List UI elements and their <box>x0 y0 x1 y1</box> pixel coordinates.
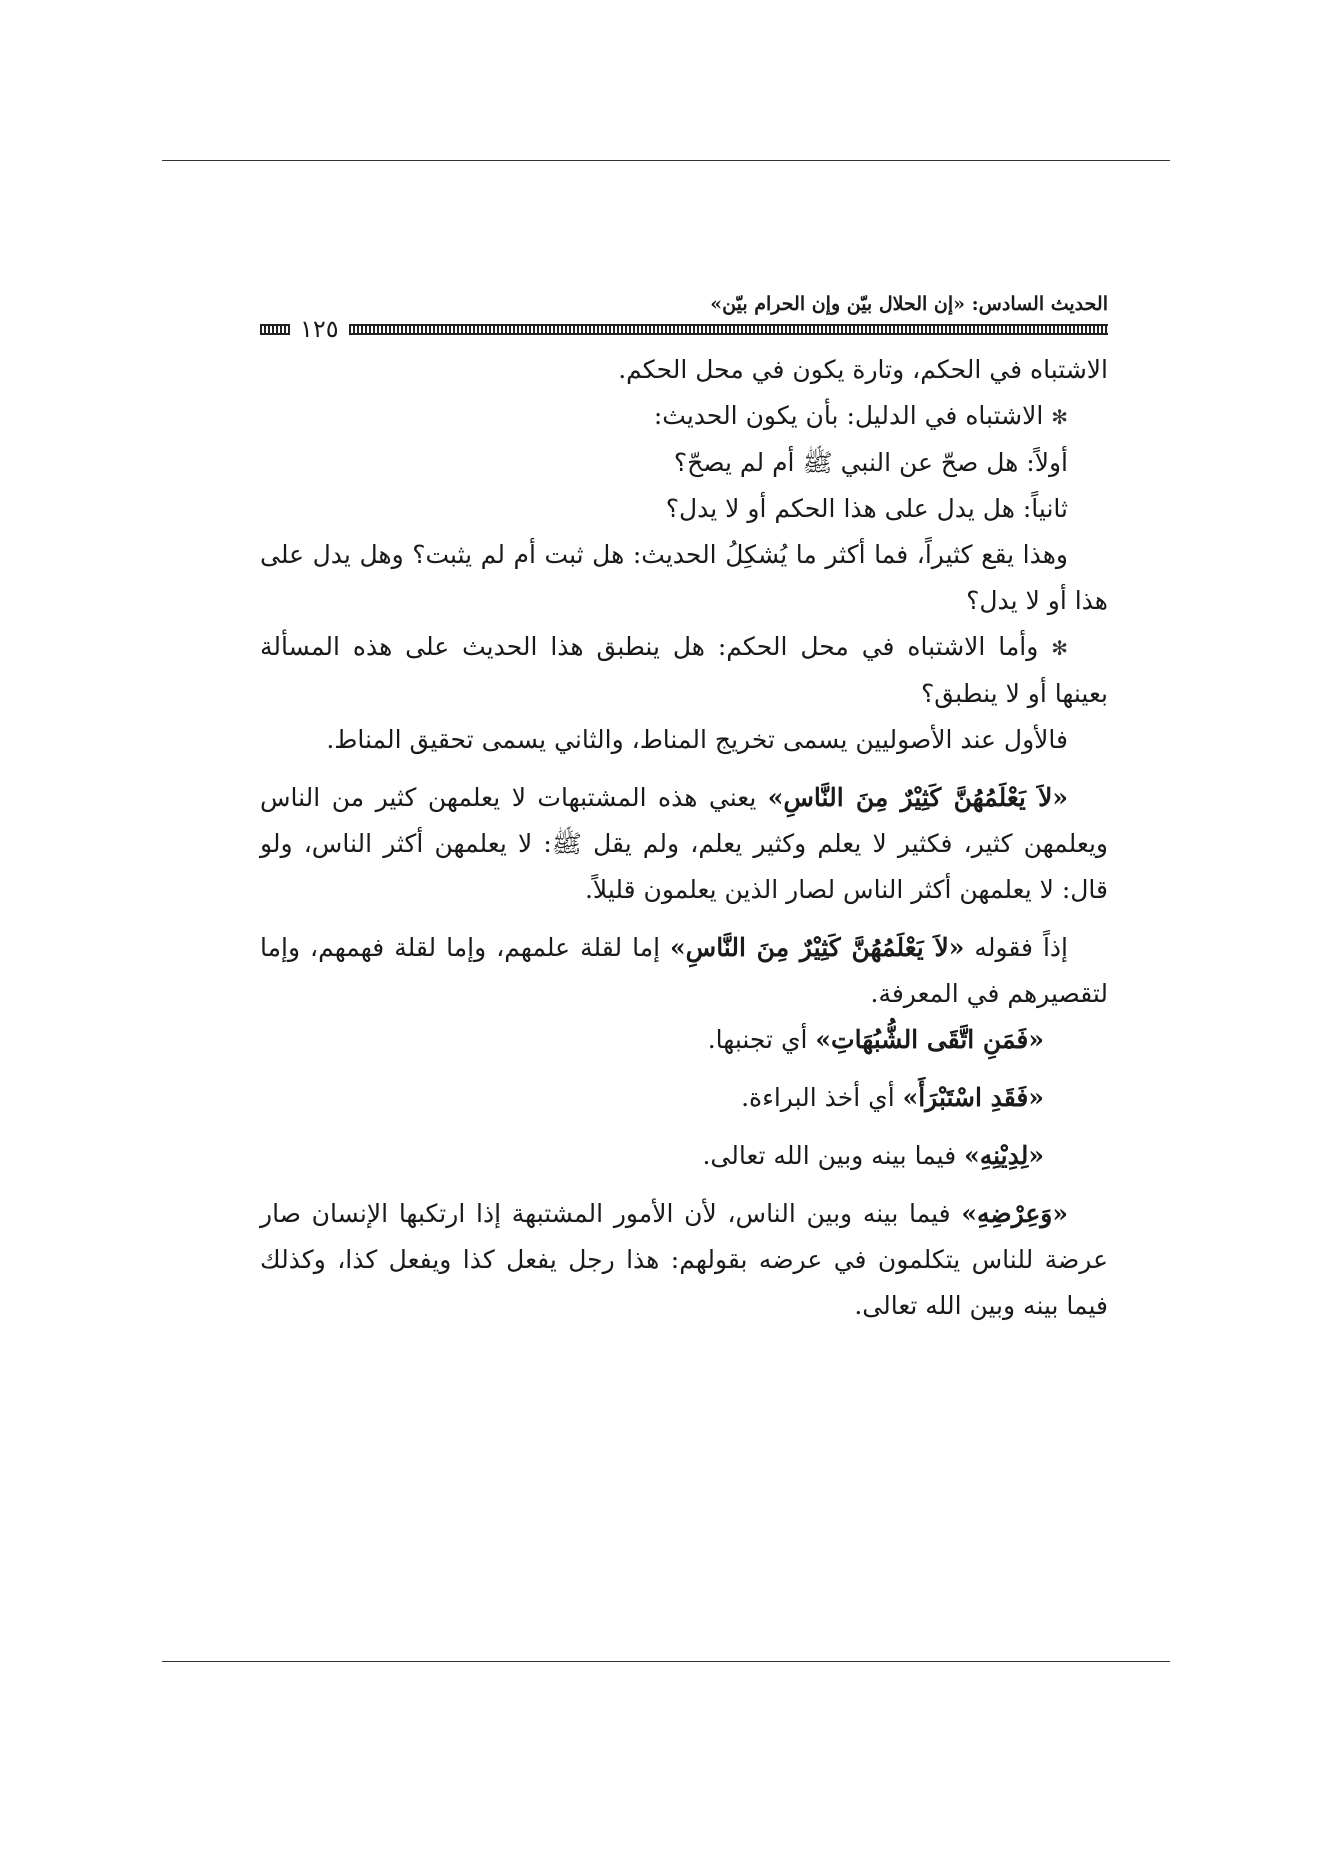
paragraph-text: أي تجنبها. <box>707 1025 816 1054</box>
paragraph-text: الاشتباه في الدليل: بأن يكون الحديث: <box>653 401 1044 430</box>
paragraph-lead: إذاً فقوله <box>964 933 1068 962</box>
paragraph-text: ثانياً: هل يدل على هذا الحكم أو لا يدل؟ <box>665 494 1068 523</box>
header-ornament-band <box>260 315 1108 343</box>
paragraph-text: فيما بينه وبين الله تعالى. <box>702 1141 965 1170</box>
paragraph-3 <box>260 440 1108 486</box>
hadith-quote: «فَمَنِ اتَّقَى الشُّبُهَاتِ» <box>815 1025 1044 1054</box>
paragraph-text: يعني هذه المشتبهات لا يعلمهن كثير من الناس ويعلمهن كثير، فكثير لا يعلم وكثير يعلم، ولم يقل ﷺ: لا يعلمهن أكثر الناس، ولو قال: لا يعلمهن أكثر الناس لصار الذين يعلمون قليلاً. <box>260 783 1108 904</box>
hadith-quote: «لِدِيْنِهِ» <box>964 1141 1044 1170</box>
running-header <box>260 285 1108 343</box>
asterisk-marker-icon: ✻ <box>1051 636 1068 660</box>
paragraph-4 <box>260 486 1108 532</box>
header-ornament-tail <box>260 324 290 335</box>
hadith-quote: «لاَ يَعْلَمُهُنَّ كَثِيْرٌ مِنَ النَّاسِ» <box>670 933 965 962</box>
asterisk-marker-icon: ✻ <box>1051 405 1068 429</box>
paragraph-text: وأما الاشتباه في محل الحكم: هل ينطبق هذا الحديث على هذه المسألة بعينها أو لا ينطبق؟ <box>260 632 1108 708</box>
page-body <box>260 285 1108 1329</box>
paragraph-7 <box>260 717 1108 763</box>
paragraph-12 <box>260 1133 1108 1179</box>
paragraph-text: الاشتباه في الحكم، وتارة يكون في محل الحكم. <box>618 355 1108 384</box>
paragraph-text: فيما بينه وبين الناس، لأن الأمور المشتبهة إذا ارتكبها الإنسان صار عرضة للناس يتكلمون في عرضه بقولهم: هذا رجل يفعل كذا ويفعل كذا، وكذلك فيما بينه وبين الله تعالى. <box>260 1199 1108 1320</box>
hadith-quote: «وَعِرْضِهِ» <box>961 1199 1068 1228</box>
hadith-quote: «لاَ يَعْلَمُهُنَّ كَثِيْرٌ مِنَ النَّاسِ» <box>767 783 1069 812</box>
paragraph-2 <box>260 393 1108 440</box>
paragraph-text: أي أخذ البراءة. <box>741 1083 903 1112</box>
page-number: ١٢٥ <box>300 315 339 343</box>
paragraph-text: فالأول عند الأصوليين يسمى تخريج المناط، والثاني يسمى تحقيق المناط. <box>326 725 1068 754</box>
paragraph-5 <box>260 532 1108 624</box>
paragraph-8 <box>260 775 1108 913</box>
bottom-page-rule <box>162 1661 1170 1662</box>
hadith-quote: «فَقَدِ اسْتَبْرَأَ» <box>902 1083 1044 1112</box>
main-text <box>260 347 1108 1329</box>
header-ornament-strip <box>349 324 1108 335</box>
paragraph-text: إما لقلة علمهم، وإما لقلة فهمهم، وإما لتقصيرهم في المعرفة. <box>260 933 1108 1008</box>
paragraph-6 <box>260 624 1108 717</box>
paragraph-text: وهذا يقع كثيراً، فما أكثر ما يُشكِلُ الحديث: هل ثبت أم لم يثبت؟ وهل يدل على هذا أو لا يدل؟ <box>260 540 1108 615</box>
paragraph-11 <box>260 1075 1108 1121</box>
paragraph-text: أولاً: هل صحّ عن النبي ﷺ أم لم يصحّ؟ <box>673 448 1068 477</box>
paragraph-13 <box>260 1191 1108 1329</box>
running-header-title: الحديث السادس: «إن الحلال بيّن وإن الحرام بيّن» <box>710 293 1108 315</box>
paragraph-9 <box>260 925 1108 1017</box>
top-page-rule <box>162 160 1170 161</box>
paragraph-1 <box>260 347 1108 393</box>
paragraph-10 <box>260 1017 1108 1063</box>
